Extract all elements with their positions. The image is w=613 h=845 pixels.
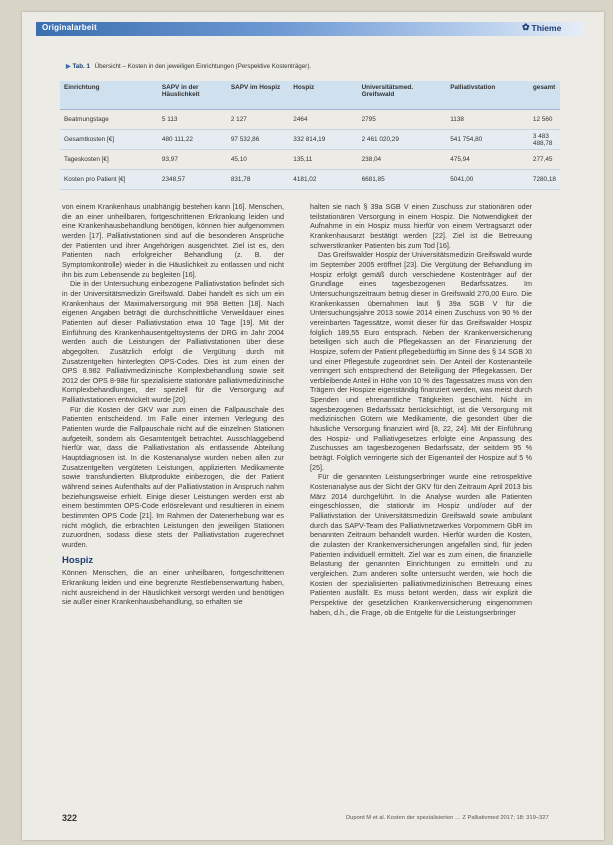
table-cell: 2 461 020,29 (358, 130, 447, 150)
table-row (60, 130, 560, 150)
table-row (60, 170, 560, 190)
table-row (60, 150, 560, 170)
body-paragraph: von einem Krankenhaus unabhängig bestehen kann [16]. Menschen, die an einer unheilbaren, fortgeschrittenen Erkrankung leiden und eine Krankenhausbehandlung benötigen, können hier aufgenommen werden [17]. Palliativstationen sind auf die besonderen Ansprüche der Patienten und ihrer Angehörigen ausgerichtet. Ziel ist es, den Patienten nach erfolgreicher Behandlung (z. B. der Symptomkontrolle) wieder in die Häuslichkeit zu entlassen und nicht ihn bis zum Lebensende zu begleiten [16]. (62, 202, 284, 279)
body-paragraph: Für die Kosten der GKV war zum einen die Fallpauschale des Patienten entscheidend. Im Falle einer internen Verlegung des Patienten wurde die Fallpauschale nicht auf die einzelnen Stationen aufgeteilt, sondern als Gesamtentgelt betrachtet. Ausschlaggebend hierfür war, dass die Palliativstation als entlassende Abteilung Hauptdiagnosen ist. In die Kostenanalyse wurden neben allen zur Zusatzentgelten vergüteten Leistungen, applizierten Medikamente sowie transfundierten Blutprodukte einbezogen, die der Patient während seines Aufenthalts auf der Palliativstation in Anspruch nahm beziehungsweise erhielt. Einige dieser Leistungen werden erst ab einem bestimmten OPS-Code erlösrelevant und resultieren in einem bestimmten OPS Code [21]. Im Rahmen der Datenerhebung war es nicht möglich, die erbrachten Leistungen den jeweiligen Stationen zuzuordnen, sodass diese stets der Palliativstation zugerechnet wurden. (62, 404, 284, 549)
table-cell: 2795 (358, 110, 447, 130)
table-header-cell: Einrichtung (60, 81, 158, 110)
left-text-column (62, 202, 284, 607)
body-paragraph: Die in der Untersuchung einbezogene Palliativstation befindet sich in der Universitätsmedizin Greifswald. Dabei handelt es sich um ein Krankenhaus der Maximalversorgung mit 958 Betten [18]. Nach eigenen Angaben beträgt die durchschnittliche Verweildauer eines Patienten auf dieser Palliativstation etwa 10 Tage [19]. Mit der Einführung des Krankenhausentgeltsystems der DRG im Jahr 2004 werden auch die Leistungen der Palliativstationen über diese abgegolten. Zusätzlich erfolgt die Vergütung durch mit Zusatzentgelten hinterlegten OPS-Codes. Dies ist zum einen der OPS 8.982 Palliativmedizinische Komplexbehandlung sowie seit 2012 der OPS 8-98e für spezialisierte stationäre palliativmedizinische Komplexbehandlungen, der speziell für die Versorgung auf Palliativstationen entwickelt wurde [20]. (62, 279, 284, 405)
table-caption-text: Übersicht – Kosten in den jeweiligen Einrichtungen (Perspektive Kostenträger). (94, 63, 311, 70)
table-caption-label: ▶ Tab. 1 (66, 63, 90, 70)
table-header-cell: SAPV im Hospiz (227, 81, 289, 110)
body-paragraph: Für die genannten Leistungserbringer wurde eine retrospektive Kostenanalyse aus der Sicht der GKV für den Zeitraum April 2013 bis März 2014 durchgeführt. In die Analyse wurden alle Patienten eingeschlossen, die stationär im Hospiz und/oder auf der Palliativstation der Universitätsmedizin Greifswald sowie ambulant durch das SAPV-Team des Palliativnetzwerkes Vorpommern GbR im benannten Zeitraum behandelt wurden. Hierfür wurden die Kosten, die zulasten der Krankenversicherungen angefallen sind, für jeden Patienten individuell ermittelt. Ziel war es zum einen, die finanzielle Belastung der genannten Einrichtungen zu ermitteln und zu vergleichen. Zum anderen sollte untersucht werden, wie hoch die Kosten der spezialisierten palliativmedizinischen Betreuung eines Patienten ausfällt. Es muss betont werden, dass wir explizit die Perspektive der gesetzlichen Krankenversicherung eingenommen haben, d.h., die Frage, ob die Entgelte für die Leistungserbringer (310, 472, 532, 617)
table-cell: 7280,18 (529, 170, 560, 190)
body-paragraph: halten sie nach § 39a SGB V einen Zuschuss zur stationären oder teilstationären Versorgung in einem Hospiz. Die Notwendigkeit der Aufnahme in ein Hospiz muss hierfür von einem Vertragsarzt oder Krankenhausarzt bestätigt werden [22]. Ziel ist die Betreuung schwerstkranker Patienten bis zum Tod [16]. (310, 202, 532, 250)
body-paragraph: Können Menschen, die an einer unheilbaren, fortgeschrittenen Erkrankung leiden und eine begrenzte Restlebenserwartung haben, nicht ausreichend in der Häuslichkeit versorgt werden und benötigen sie außer einer Krankenhausbehandlung, so erhalten sie (62, 568, 284, 607)
table-header-cell: Palliativstation (446, 81, 529, 110)
table-cell: 6681,85 (358, 170, 447, 190)
table-header-cell: Universitätsmed. Greifswald (358, 81, 447, 110)
table-cell: 1138 (446, 110, 529, 130)
body-paragraph: Das Greifswalder Hospiz der Universitätsmedizin Greifswald wurde im September 2005 eröffnet [23]. Die Vergütung der Behandlung im Hospiz erfolgt gemäß durch verschiedene Kostenträger auf der Grundlage eines tagesbezogenen Bedarfssatzes. Im Untersuchungszeitraum betrug dieser in Greifswald 270,00 Euro. Die Krankenkassen übernahmen laut § 39a SGB V für die Untersuchungsjahre 2013 sowie 2014 einen Zuschuss von 90 % der vereinbarten Tagessätze, womit dieser für das Greifswalder Hospiz folglich 189,55 Euro entsprach. Neben der Krankenversicherung beteiligen sich auch die Pflegekassen an der Finanzierung der Hospize, sofern der Patient pflegebedürftig im Sinne des § 14 SGB XI und einer Pflegestufe zugeordnet sein. Der Anteil der Kostenanteile verringert sich entsprechend der Beteiligung der Pflegekassen. Der verbleibende Anteil in Höhe von 10 % des Tagessatzes muss von den Trägern der Hospize eigenständig finanziert werden, was meist durch Spenden und ehrenamtliche Tätigkeiten geschieht. Nicht im tagesbezogenen Bedarfssatz berücksichtigt, ist die Versorgung mit medizinischen Gütern wie Medikamente, die gesondert über die häusliche Versorgung finanziert wird [8, 22, 24]. Mit der Einführung des Hospiz- und Palliativgesetzes erfolgte eine Anpassung des Zuschusses am tagesbezogenen Bedarfssatz, der seitdem 95 % beträgt. Folglich verringerte sich der Eigenanteil der Hospize auf 5 % [25]. (310, 250, 532, 472)
table-cell: 12 560 (529, 110, 560, 130)
footer-reference: Dupont M et al. Kosten der spezialisierten … Z Palliativmed 2017; 18: 319–327 (346, 815, 549, 821)
table-cell: 5041,00 (446, 170, 529, 190)
table-cell: Gesamtkosten [€] (60, 130, 158, 150)
table-cell: 135,11 (289, 150, 357, 170)
page-number: 322 (62, 813, 78, 823)
table-cell: 475,94 (446, 150, 529, 170)
table-cell: Tageskosten [€] (60, 150, 158, 170)
table-cell: 2 127 (227, 110, 289, 130)
right-text-column (310, 202, 532, 617)
section-title: Originalarbeit (42, 23, 97, 32)
table-cell: 277,45 (529, 150, 560, 170)
table-cell: Beatmungstage (60, 110, 158, 130)
table-cell: 2464 (289, 110, 357, 130)
table-caption (66, 63, 311, 70)
table-row (60, 110, 560, 130)
logo-text: Thieme (531, 22, 562, 33)
table-header-cell: Hospiz (289, 81, 357, 110)
thieme-logo-icon: ✿ (522, 22, 530, 32)
table-cell: 97 532,86 (227, 130, 289, 150)
section-heading-hospiz: Hospiz (62, 554, 94, 566)
table-cell: 332 814,19 (289, 130, 357, 150)
table-cell: 5 113 (158, 110, 227, 130)
publisher-logo (522, 22, 561, 33)
table-header-row (60, 81, 560, 110)
table-header-cell: gesamt (529, 81, 560, 110)
cost-table (60, 81, 560, 190)
table-cell: 93,97 (158, 150, 227, 170)
table-cell: 4181,02 (289, 170, 357, 190)
header-band (36, 22, 584, 36)
table-cell: Kosten pro Patient [€] (60, 170, 158, 190)
table-cell: 541 754,80 (446, 130, 529, 150)
table-cell: 480 111,22 (158, 130, 227, 150)
table-header-cell: SAPV in der Häuslichkeit (158, 81, 227, 110)
table-cell: 3 483 488,78 (529, 130, 560, 150)
table-cell: 238,04 (358, 150, 447, 170)
table-cell: 45,10 (227, 150, 289, 170)
table-cell: 831,78 (227, 170, 289, 190)
table-cell: 2348,57 (158, 170, 227, 190)
